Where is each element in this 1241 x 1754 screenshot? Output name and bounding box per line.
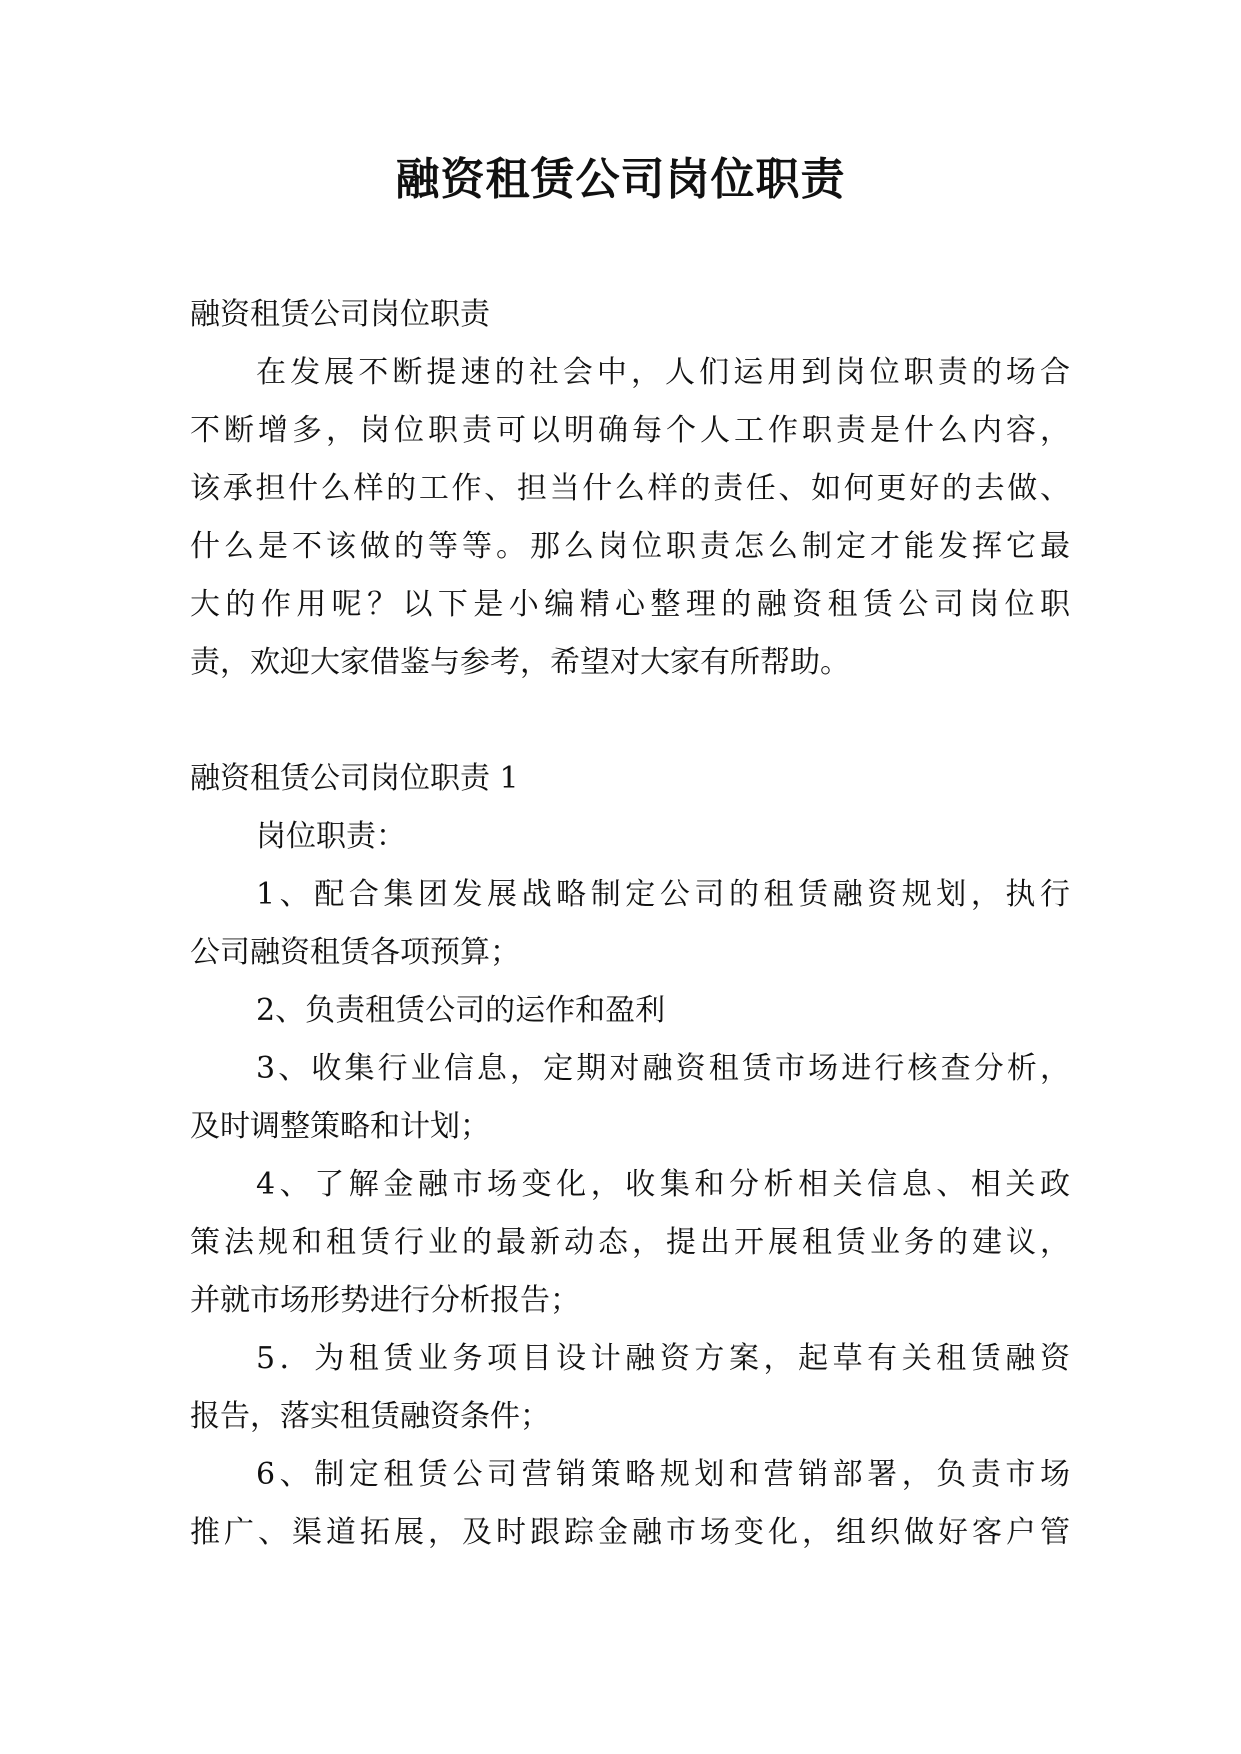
intro-line: 责，欢迎大家借鉴与参考，希望对大家有所帮助。 bbox=[190, 645, 850, 680]
duty-line: 1、配合集团发展战略制定公司的租赁融资规划，执行 bbox=[256, 877, 1070, 912]
duty-line: 2、负责租赁公司的运作和盈利 bbox=[256, 993, 666, 1028]
duty-item-5 bbox=[190, 1330, 1070, 1446]
duty-line: 推广、渠道拓展，及时跟踪金融市场变化，组织做好客户管 bbox=[190, 1515, 1070, 1550]
duty-item-3 bbox=[190, 1040, 1070, 1156]
paragraph-spacer bbox=[190, 692, 1070, 750]
duty-line: 并就市场形势进行分析报告； bbox=[190, 1283, 580, 1318]
duty-item-6 bbox=[190, 1446, 1070, 1562]
intro-line: 在发展不断提速的社会中，人们运用到岗位职责的场合 bbox=[256, 355, 1070, 390]
duty-line: 策法规和租赁行业的最新动态，提出开展租赁业务的建议， bbox=[190, 1225, 1070, 1260]
duty-item-2 bbox=[190, 982, 1070, 1040]
document-body bbox=[190, 286, 1070, 1562]
duty-line: 5．为租赁业务项目设计融资方案，起草有关租赁融资 bbox=[256, 1341, 1070, 1376]
duty-line: 公司融资租赁各项预算； bbox=[190, 935, 520, 970]
duty-line: 6、制定租赁公司营销策略规划和营销部署，负责市场 bbox=[256, 1457, 1070, 1492]
duty-line: 3、收集行业信息，定期对融资租赁市场进行核查分析， bbox=[256, 1051, 1070, 1086]
intro-line: 大的作用呢？以下是小编精心整理的融资租赁公司岗位职 bbox=[190, 587, 1070, 622]
intro-heading: 融资租赁公司岗位职责 bbox=[190, 297, 490, 332]
intro-line: 该承担什么样的工作、担当什么样的责任、如何更好的去做、 bbox=[190, 471, 1070, 506]
section-subheading: 岗位职责： bbox=[256, 819, 406, 854]
section-heading: 融资租赁公司岗位职责 1 bbox=[190, 761, 519, 796]
intro-paragraph bbox=[190, 344, 1070, 692]
document-title: 融资租赁公司岗位职责 bbox=[395, 154, 846, 205]
duty-line: 及时调整策略和计划； bbox=[190, 1109, 490, 1144]
intro-line: 什么是不该做的等等。那么岗位职责怎么制定才能发挥它最 bbox=[190, 529, 1070, 564]
duty-item-4 bbox=[190, 1156, 1070, 1330]
duty-line: 4、了解金融市场变化，收集和分析相关信息、相关政 bbox=[256, 1167, 1070, 1202]
duty-line: 报告，落实租赁融资条件； bbox=[190, 1399, 550, 1434]
intro-line: 不断增多，岗位职责可以明确每个人工作职责是什么内容， bbox=[190, 413, 1070, 448]
duty-item-1 bbox=[190, 866, 1070, 982]
